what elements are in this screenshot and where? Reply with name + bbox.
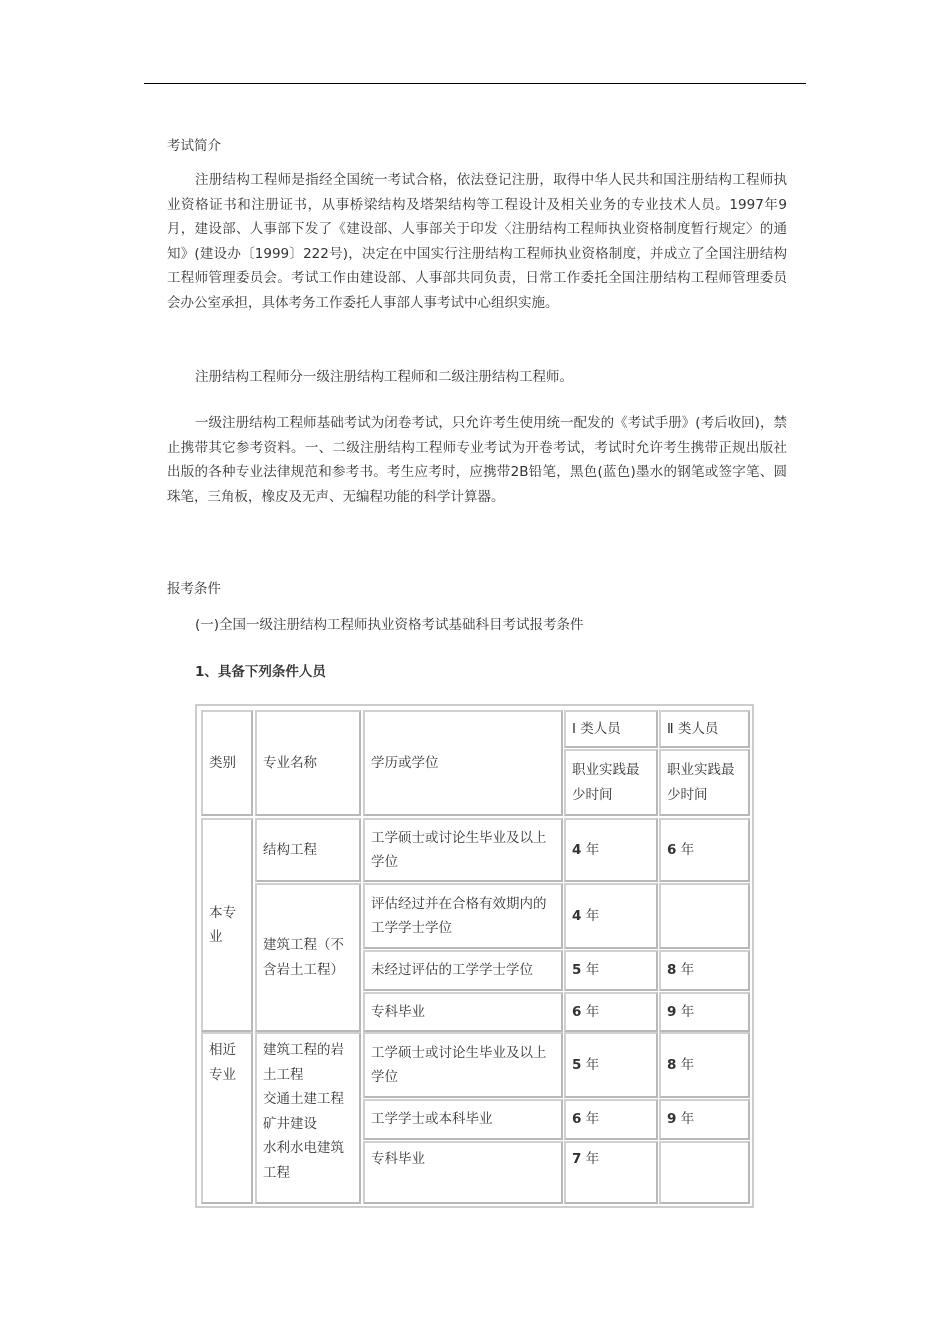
header-category: 类别 [201, 710, 253, 816]
row4-degree: 专科毕业 [363, 992, 563, 1032]
intro-paragraph-3: 一级注册结构工程师基础考试为闭卷考试，只允许考生使用统一配发的《考试手册》(考后收回)，禁止携带其它参考资料。一、二级注册结构工程师专业考试为开卷考试，考试时允许考生携带正规出版社出版的各种专业法律规范和参考书。考生应考时，应携带2B铅笔，黑色(蓝色)墨水的钢笔或签字笔、圆珠笔，三角板，橡皮及无声、无编程功能的科学计算器。 [167, 415, 787, 505]
row4-class2: 9 年 [659, 992, 750, 1032]
row3-class2: 8 年 [659, 950, 750, 991]
row2-degree: 评估经过并在合格有效期内的工学学士学位 [363, 883, 563, 949]
major-civil: 建筑工程（不含岩土工程） [255, 883, 361, 1032]
category-related-major: 相近专业 [201, 1032, 253, 1204]
row6-class1: 6 年 [564, 1099, 658, 1140]
row1-class2: 6 年 [659, 818, 750, 882]
section-title-exam-intro: 考试简介 [167, 138, 221, 154]
requirements-item-1: 1、具备下列条件人员 [195, 664, 326, 680]
row5-class2: 8 年 [659, 1032, 750, 1098]
row7-class1: 7 年 [564, 1141, 658, 1204]
header-class-1: Ⅰ 类人员 [564, 710, 658, 748]
row6-class2: 9 年 [659, 1099, 750, 1140]
major-structural: 结构工程 [255, 818, 361, 882]
section-title-requirements: 报考条件 [167, 581, 221, 597]
header-major: 专业名称 [255, 710, 361, 816]
row1-degree: 工学硕士或讨论生毕业及以上学位 [363, 818, 563, 882]
intro-paragraph-2: 注册结构工程师分一级注册结构工程师和二级注册结构工程师。 [195, 369, 573, 385]
major-related-2: 交通土建工程 [263, 1091, 344, 1107]
row5-class1: 5 年 [564, 1032, 658, 1098]
row7-class2 [659, 1141, 750, 1204]
intro-paragraph-1: 注册结构工程师是指经全国统一考试合格，依法登记注册，取得中华人民共和国注册结构工程师执业资格证书和注册证书，从事桥梁结构及塔架结构等工程设计及相关业务的专业技术人员。1997年9月，建设部、人事部下发了《建设部、人事部关于印发〈注册结构工程师执业资格制度暂行规定〉的通知》(建设办〔1999〕222号)，决定在中国实行注册结构工程师执业资格制度，并成立了全国注册结构工程师管理委员会。考试工作由建设部、人事部共同负责，日常工作委托全国注册结构工程师管理委员会办公室承担，具体考务工作委托人事部人事考试中心组织实施。 [167, 172, 787, 311]
row2-class1: 4 年 [564, 883, 658, 949]
row7-degree: 专科毕业 [363, 1141, 563, 1204]
header-class-2: Ⅱ 类人员 [659, 710, 750, 748]
row3-degree: 未经过评估的工学学士学位 [363, 950, 563, 991]
row6-degree: 工学学士或本科毕业 [363, 1099, 563, 1140]
row2-class2 [659, 883, 750, 949]
major-related-list [255, 1032, 361, 1204]
header-degree: 学历或学位 [363, 710, 563, 816]
requirements-table [195, 704, 754, 1208]
major-related-4: 水利水电建筑工程 [263, 1140, 344, 1181]
header-min-time-2: 职业实践最少时间 [659, 749, 750, 816]
major-related-1: 建筑工程的岩土工程 [263, 1042, 344, 1083]
row1-class1: 4 年 [564, 818, 658, 882]
header-rule [144, 83, 806, 84]
row3-class1: 5 年 [564, 950, 658, 991]
major-related-3: 矿井建设 [263, 1115, 317, 1132]
category-same-major: 本专业 [201, 818, 253, 1032]
requirements-subtitle: (一)全国一级注册结构工程师执业资格考试基础科目考试报考条件 [195, 617, 584, 633]
row5-degree: 工学硕士或讨论生毕业及以上学位 [363, 1032, 563, 1098]
header-min-time-1: 职业实践最少时间 [564, 749, 658, 816]
row4-class1: 6 年 [564, 992, 658, 1032]
